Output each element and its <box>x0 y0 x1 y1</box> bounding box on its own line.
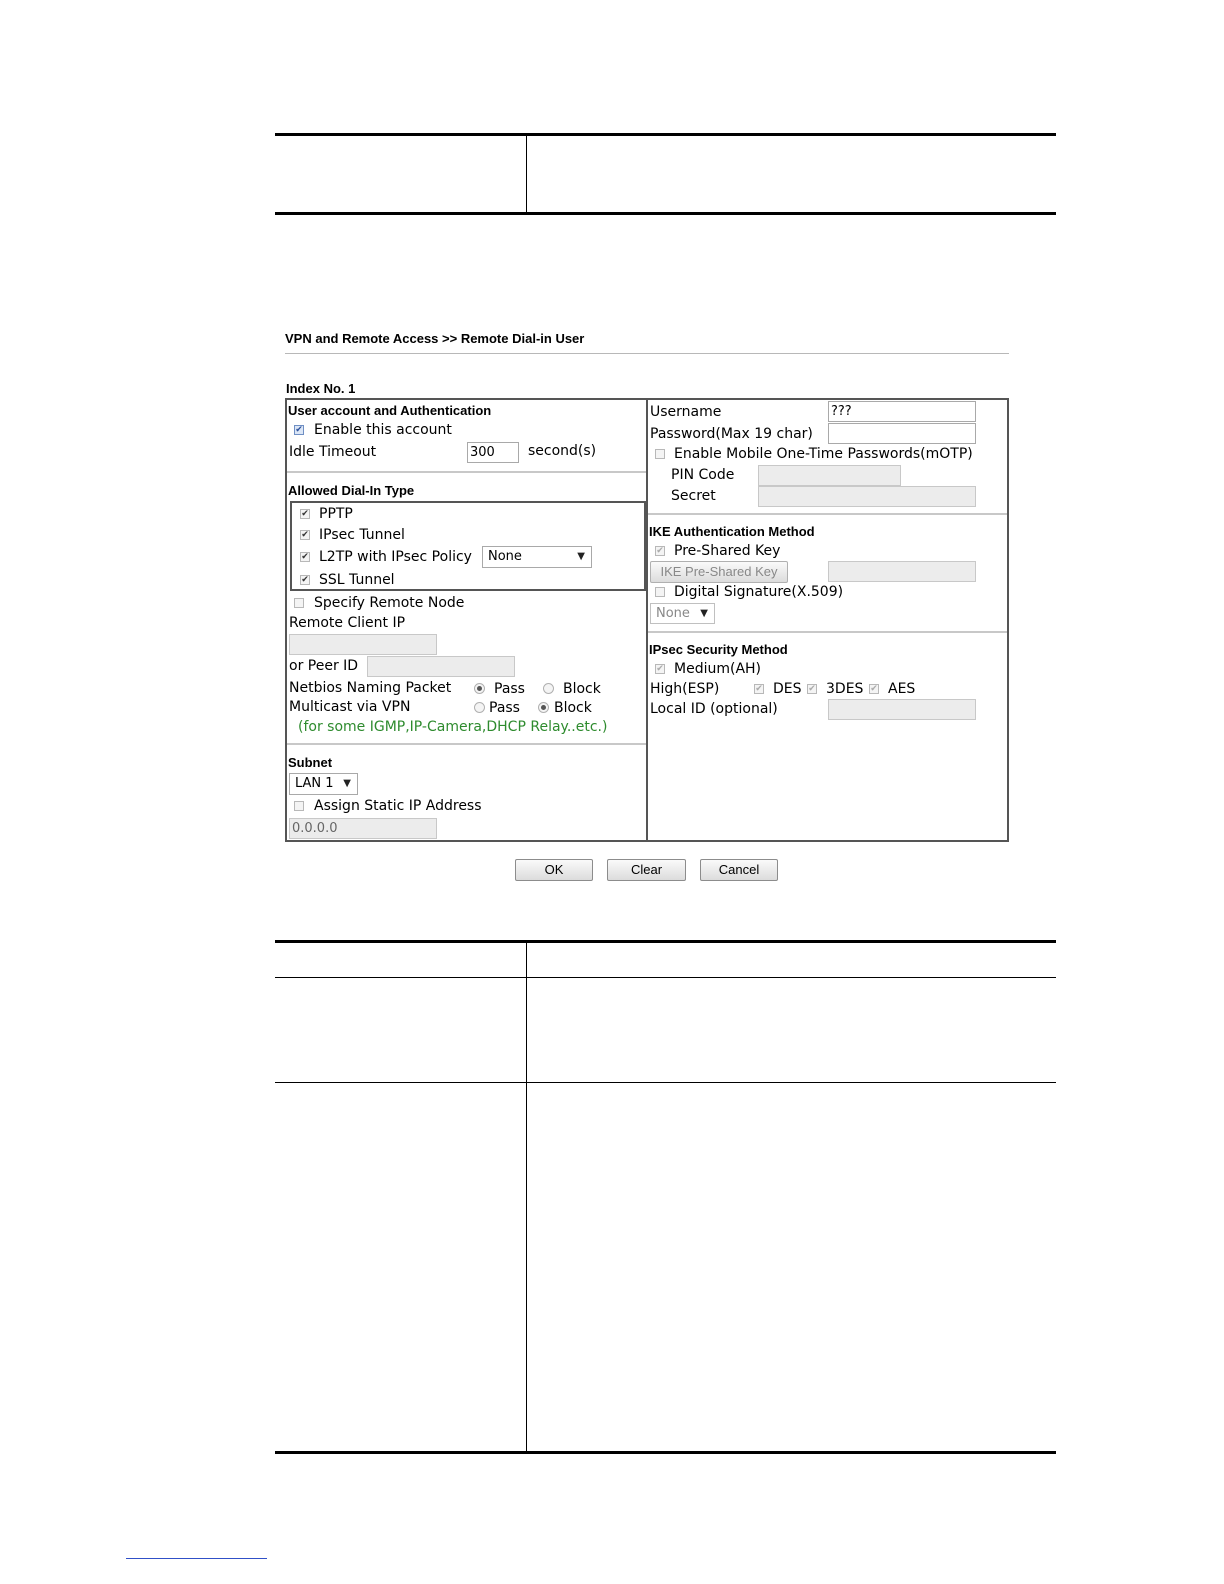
l2tp-label: L2TP with IPsec Policy <box>319 549 472 565</box>
multicast-pass-radio[interactable] <box>474 702 485 713</box>
section-separator <box>648 513 1007 515</box>
remote-client-ip-label: Remote Client IP <box>289 615 406 631</box>
section-separator <box>287 743 646 745</box>
pre-shared-key-checkbox[interactable]: ✔ <box>656 546 664 556</box>
high-esp-label: High(ESP) <box>650 681 720 697</box>
password-input[interactable] <box>828 423 976 444</box>
enable-account-checkbox[interactable]: ✔ <box>295 425 303 435</box>
auth-section-title: User account and Authentication <box>288 403 492 418</box>
enable-account-label: Enable this account <box>314 422 452 438</box>
pptp-label: PPTP <box>319 506 353 522</box>
static-ip-input[interactable]: 0.0.0.0 <box>289 818 437 839</box>
subnet-select[interactable] <box>289 773 358 795</box>
footnote-rule <box>126 1558 267 1559</box>
index-label: Index No. 1 <box>286 381 356 396</box>
ok-button[interactable]: OK <box>515 859 593 881</box>
des-label: DES <box>773 681 802 697</box>
pptp-checkbox[interactable]: ✔ <box>301 509 309 519</box>
pin-code-input[interactable] <box>758 465 901 486</box>
pre-shared-key-label: Pre-Shared Key <box>674 543 781 559</box>
ipsec-section-title: IPsec Security Method <box>649 642 788 657</box>
subnet-value: LAN 1 <box>295 776 334 791</box>
netbios-label: Netbios Naming Packet <box>289 680 452 696</box>
ssl-tunnel-label: SSL Tunnel <box>319 572 395 588</box>
cancel-button[interactable]: Cancel <box>700 859 778 881</box>
multicast-pass-label: Pass <box>489 700 520 716</box>
multicast-block-radio[interactable] <box>538 702 549 713</box>
digital-signature-checkbox[interactable] <box>655 587 665 597</box>
aes-label: AES <box>888 681 916 697</box>
breadcrumb: VPN and Remote Access >> Remote Dial-in User <box>285 331 585 346</box>
motp-checkbox[interactable] <box>655 449 665 459</box>
idle-timeout-input[interactable]: 300 <box>467 442 519 463</box>
bottom-table-rule <box>275 977 1056 978</box>
ssl-tunnel-checkbox[interactable]: ✔ <box>301 575 309 585</box>
chevron-down-icon: ▼ <box>577 551 585 562</box>
idle-timeout-label: Idle Timeout <box>289 444 377 460</box>
form-column-divider <box>646 400 648 840</box>
chevron-down-icon: ▼ <box>700 608 708 619</box>
ipsec-tunnel-label: IPsec Tunnel <box>319 527 405 543</box>
ike-section-title: IKE Authentication Method <box>649 524 815 539</box>
netbios-block-label: Block <box>563 681 601 697</box>
netbios-pass-label: Pass <box>494 681 525 697</box>
netbios-pass-radio[interactable] <box>474 683 485 694</box>
peer-id-label: or Peer ID <box>289 658 359 674</box>
des-checkbox[interactable]: ✔ <box>755 684 763 694</box>
local-id-label: Local ID (optional) <box>650 701 778 717</box>
aes-checkbox[interactable]: ✔ <box>870 684 878 694</box>
clear-button[interactable]: Clear <box>607 859 686 881</box>
secret-input[interactable] <box>758 486 976 507</box>
multicast-label: Multicast via VPN <box>289 699 411 715</box>
assign-static-ip-checkbox[interactable] <box>294 801 304 811</box>
ike-psk-input[interactable] <box>828 561 976 582</box>
signature-select[interactable] <box>650 603 715 624</box>
l2tp-checkbox[interactable]: ✔ <box>301 552 309 562</box>
remote-client-ip-input[interactable] <box>289 634 437 655</box>
breadcrumb-underline <box>285 353 1009 354</box>
peer-id-input[interactable] <box>367 656 515 677</box>
top-table-rule <box>275 133 1056 136</box>
section-separator <box>287 471 646 473</box>
multicast-block-label: Block <box>554 700 592 716</box>
idle-timeout-unit: second(s) <box>528 443 597 459</box>
3des-label: 3DES <box>826 681 864 697</box>
username-label: Username <box>650 404 722 420</box>
dialin-section-title: Allowed Dial-In Type <box>288 483 415 498</box>
specify-remote-node-label: Specify Remote Node <box>314 595 465 611</box>
l2tp-policy-select[interactable] <box>482 546 592 568</box>
signature-value: None <box>656 606 690 621</box>
secret-label: Secret <box>671 488 716 504</box>
assign-static-ip-label: Assign Static IP Address <box>314 798 482 814</box>
local-id-input[interactable] <box>828 699 976 720</box>
pin-code-label: PIN Code <box>671 467 735 483</box>
l2tp-policy-value: None <box>488 549 522 564</box>
motp-label: Enable Mobile One-Time Passwords(mOTP) <box>674 446 973 462</box>
specify-remote-node-checkbox[interactable] <box>294 598 304 608</box>
top-table-divider <box>526 136 527 213</box>
ike-psk-button[interactable]: IKE Pre-Shared Key <box>650 561 788 583</box>
digital-signature-label: Digital Signature(X.509) <box>674 584 844 600</box>
multicast-note: (for some IGMP,IP-Camera,DHCP Relay..etc.) <box>298 719 608 735</box>
bottom-table-divider <box>526 943 527 1452</box>
password-label: Password(Max 19 char) <box>650 426 813 442</box>
ipsec-tunnel-checkbox[interactable]: ✔ <box>301 530 309 540</box>
subnet-section-title: Subnet <box>288 755 333 770</box>
chevron-down-icon: ▼ <box>343 778 351 789</box>
bottom-table-rule <box>275 1082 1056 1083</box>
medium-ah-checkbox[interactable]: ✔ <box>656 664 664 674</box>
3des-checkbox[interactable]: ✔ <box>808 684 816 694</box>
section-separator <box>648 631 1007 633</box>
username-input[interactable]: ??? <box>828 401 976 422</box>
medium-ah-label: Medium(AH) <box>674 661 762 677</box>
bottom-table-rule <box>275 940 1056 943</box>
netbios-block-radio[interactable] <box>543 683 554 694</box>
top-table-rule <box>275 212 1056 215</box>
bottom-table-rule <box>275 1451 1056 1454</box>
